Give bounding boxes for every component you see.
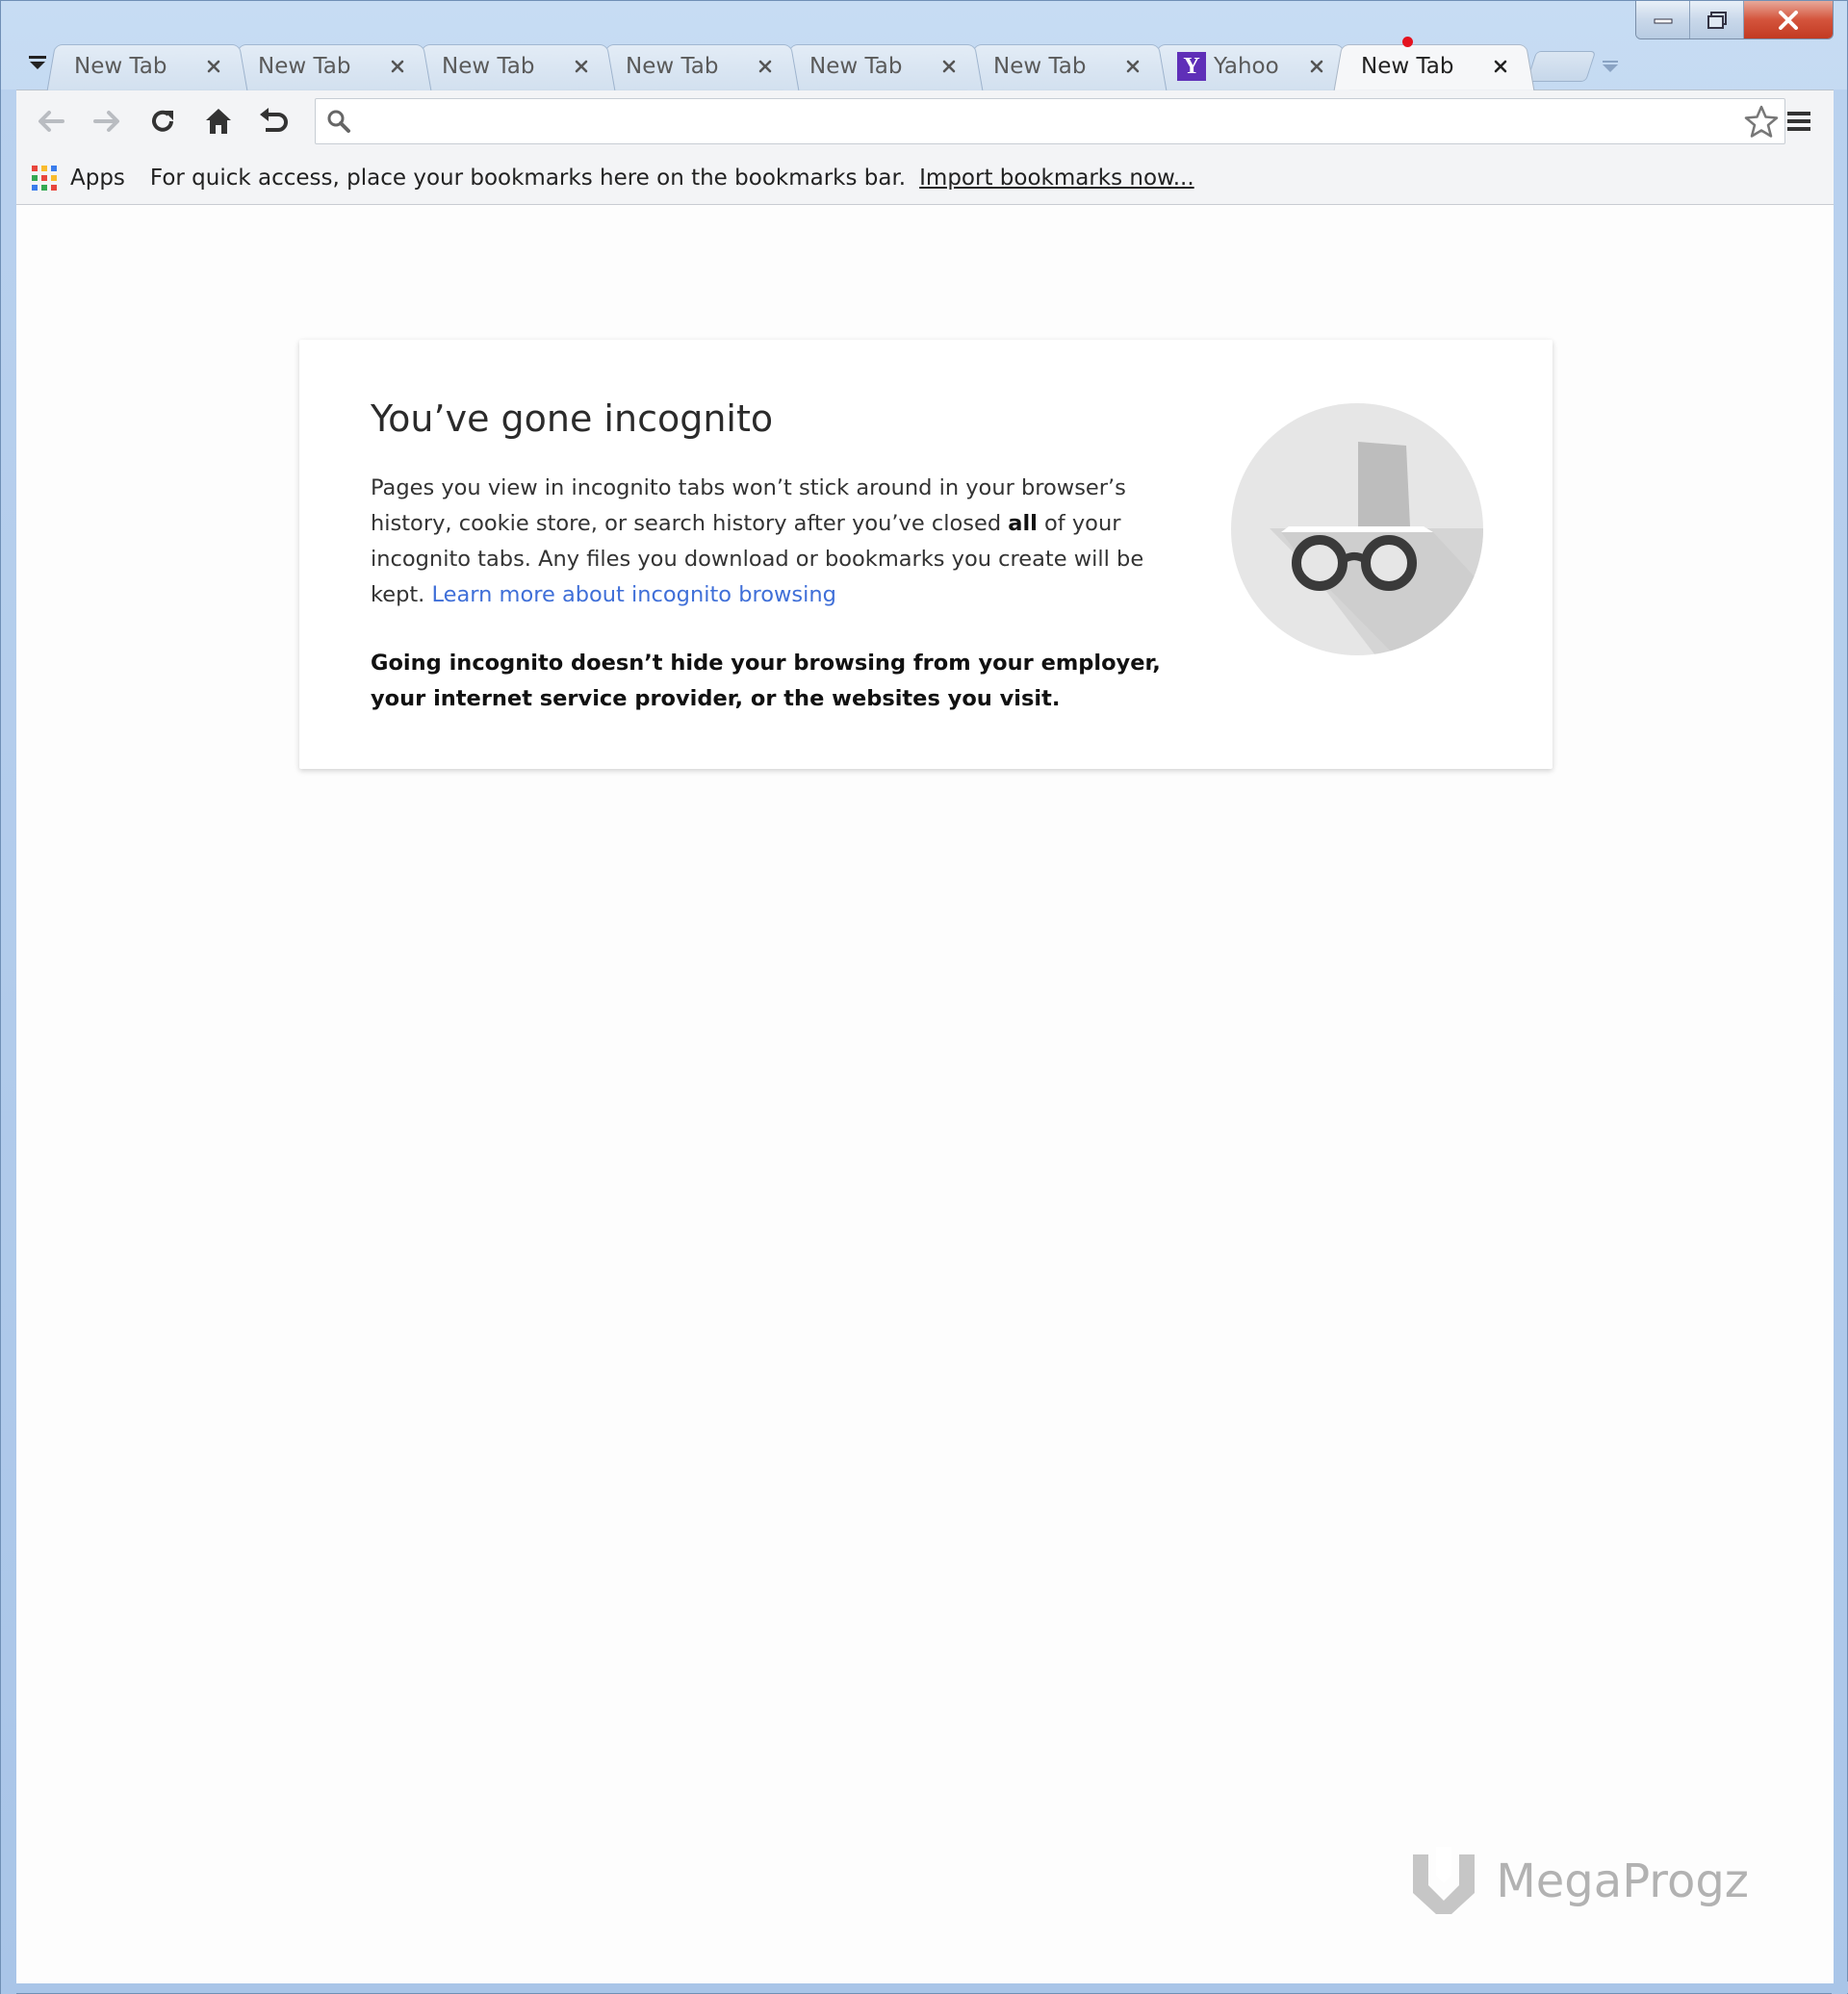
- tab-close-button[interactable]: [571, 56, 592, 77]
- tab-5[interactable]: [790, 43, 973, 89]
- hamburger-menu-icon: [1786, 109, 1811, 134]
- tab-4[interactable]: [606, 43, 789, 89]
- close-icon: [391, 60, 404, 73]
- tab-1[interactable]: [55, 43, 238, 89]
- apps-grid-icon[interactable]: [32, 166, 57, 191]
- incognito-description: [371, 471, 1189, 613]
- yahoo-favicon-icon: Y: [1177, 52, 1206, 81]
- browser-toolbar: [16, 89, 1834, 151]
- apps-shortcut-label[interactable]: Apps: [70, 165, 125, 191]
- tab-close-button[interactable]: [387, 56, 408, 77]
- undo-close-tab-button[interactable]: [253, 102, 295, 141]
- star-icon: [1744, 105, 1779, 138]
- forward-button[interactable]: [86, 102, 128, 141]
- tab-strip: [16, 38, 1847, 89]
- minimize-button[interactable]: [1636, 1, 1690, 38]
- tab-7[interactable]: [1158, 43, 1341, 89]
- apps-grid-dot: [51, 175, 57, 181]
- tab-close-button[interactable]: [755, 56, 776, 77]
- window-frame-right: [1832, 89, 1847, 1994]
- tab-close-button[interactable]: [203, 56, 224, 77]
- new-tab-button[interactable]: [1527, 51, 1596, 82]
- apps-grid-dot: [32, 185, 38, 191]
- import-bookmarks-link[interactable]: Import bookmarks now...: [919, 165, 1194, 191]
- description-text-1: Pages you view in incognito tabs won’t stick around in your browser’s history, cookie store, or search history after you’ve closed: [371, 475, 1126, 536]
- tab-list-button[interactable]: [26, 51, 49, 74]
- restore-icon: [1707, 12, 1728, 29]
- page-title: You’ve gone incognito: [371, 397, 774, 440]
- recording-indicator-dot: [1402, 37, 1413, 47]
- close-icon: [942, 60, 956, 73]
- tab-title: New Tab: [1361, 54, 1454, 79]
- tab-title: Yahoo: [1214, 54, 1279, 79]
- tab-title: New Tab: [442, 54, 535, 79]
- home-button[interactable]: [197, 102, 240, 141]
- back-button[interactable]: [30, 102, 72, 141]
- reload-button[interactable]: [141, 102, 184, 141]
- apps-grid-dot: [32, 175, 38, 181]
- incognito-warning: Going incognito doesn’t hide your browsing from your employer, your internet service provider, or the websites you visit.: [371, 651, 1161, 711]
- description-bold-all: all: [1008, 511, 1038, 536]
- home-icon: [203, 106, 234, 137]
- maximize-button[interactable]: [1690, 1, 1744, 38]
- reload-icon: [147, 106, 178, 137]
- learn-more-link[interactable]: Learn more about incognito browsing: [431, 582, 836, 607]
- apps-grid-dot: [51, 166, 57, 171]
- tab-dropdown-button[interactable]: [1599, 55, 1622, 78]
- megaprogz-logo-icon: [1409, 1847, 1478, 1916]
- tab-2[interactable]: [239, 43, 422, 89]
- incognito-spy-icon: [1231, 403, 1483, 655]
- tab-title: New Tab: [626, 54, 719, 79]
- apps-grid-dot: [41, 175, 47, 181]
- apps-grid-dot: [32, 166, 38, 171]
- close-window-button[interactable]: [1744, 1, 1833, 38]
- close-icon: [1494, 60, 1507, 73]
- window-frame-left: [1, 89, 16, 1994]
- omnibox-search-icon-wrap: [316, 98, 362, 144]
- page-content: [16, 205, 1834, 1983]
- watermark: [1409, 1847, 1749, 1916]
- back-arrow-icon: [36, 108, 66, 135]
- omnibox-input[interactable]: [362, 99, 1738, 143]
- tab-close-button[interactable]: [938, 56, 960, 77]
- bookmarks-bar-hint: For quick access, place your bookmarks here on the bookmarks bar.: [149, 165, 907, 191]
- tab-close-button[interactable]: [1306, 56, 1327, 77]
- tab-6[interactable]: [974, 43, 1157, 89]
- description-text-2: of your incognito tabs. Any files you download or bookmarks you create will be kept.: [371, 511, 1144, 607]
- apps-grid-dot: [51, 185, 57, 191]
- bookmarks-bar: [16, 151, 1834, 205]
- chrome-menu-button[interactable]: [1778, 102, 1820, 141]
- close-icon: [1126, 60, 1140, 73]
- tab-title: New Tab: [993, 54, 1087, 79]
- apps-grid-dot: [41, 166, 47, 171]
- tab-close-button[interactable]: [1490, 56, 1511, 77]
- tab-8[interactable]: [1342, 43, 1525, 89]
- tab-menu-icon: [29, 55, 46, 70]
- omnibox[interactable]: [315, 98, 1785, 144]
- apps-grid-dot: [41, 185, 47, 191]
- close-icon: [1778, 11, 1799, 30]
- tab-title: New Tab: [74, 54, 167, 79]
- minimize-icon: [1654, 16, 1673, 24]
- window-caption-buttons: [1635, 1, 1834, 39]
- watermark-text: MegaProgz: [1496, 1854, 1749, 1908]
- search-icon: [326, 109, 351, 134]
- incognito-card: [299, 340, 1553, 769]
- tab-3[interactable]: [423, 43, 605, 89]
- forward-arrow-icon: [91, 108, 122, 135]
- tab-title: New Tab: [258, 54, 351, 79]
- close-icon: [758, 60, 772, 73]
- chevron-down-icon: [1601, 60, 1620, 73]
- tab-title: New Tab: [809, 54, 903, 79]
- close-icon: [1310, 60, 1323, 73]
- undo-icon: [258, 107, 291, 136]
- tab-close-button[interactable]: [1122, 56, 1143, 77]
- close-icon: [207, 60, 220, 73]
- close-icon: [575, 60, 588, 73]
